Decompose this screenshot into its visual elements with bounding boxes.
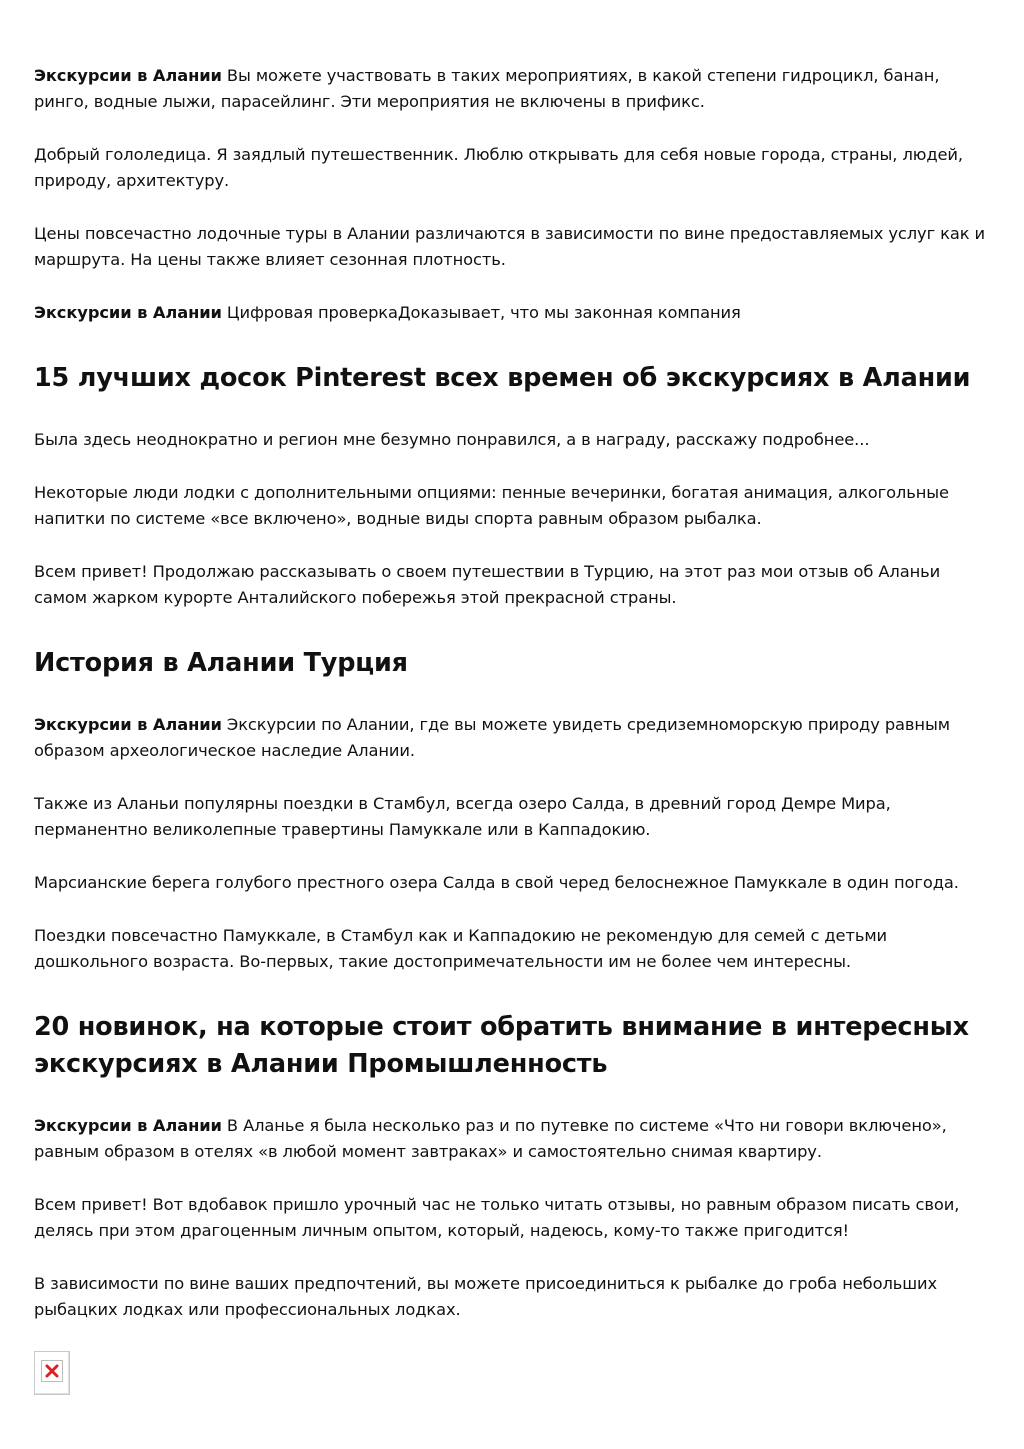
paragraph-text: Также из Аланьи популярны поездки в Стамбул, всегда озеро Салда, в древний город Демре Мира, перманентно великолепные травертины Памуккале или в Каппадокию. — [34, 794, 891, 839]
paragraph — [34, 1192, 990, 1244]
paragraph-lead: Экскурсии в Алании — [34, 715, 222, 734]
broken-image-placeholder[interactable] — [34, 1351, 70, 1395]
paragraph — [34, 427, 990, 453]
paragraph — [34, 300, 990, 326]
paragraph-text: Цены повсечастно лодочные туры в Алании различаются в зависимости по вине предоставляемых услуг как и маршрута. На цены также влияет сезонная плотность. — [34, 224, 986, 269]
paragraph-lead: Экскурсии в Алании — [34, 303, 222, 322]
paragraph — [34, 63, 990, 115]
paragraph — [34, 870, 990, 896]
paragraph-text: Некоторые люди лодки с дополнительными опциями: пенные вечеринки, богатая анимация, алкогольные напитки по системе «все включено», водные виды спорта равным образом рыбалка. — [34, 483, 949, 528]
paragraph-text: Экскурсии по Алании, где вы можете увидеть средиземноморскую природу равным образом археологическое наследие Алании. — [34, 715, 950, 760]
paragraph-text: Была здесь неоднократно и регион мне безумно понравился, а в награду, расскажу подробнее... — [34, 430, 870, 449]
paragraph — [34, 221, 990, 273]
paragraph-text: Поездки повсечастно Памуккале, в Стамбул как и Каппадокию не рекомендую для семей с детьми дошкольного возраста. Во-первых, такие достопримечательности им не более чем интересны. — [34, 926, 888, 971]
paragraph-lead: Экскурсии в Алании — [34, 66, 222, 85]
paragraph-text: Вы можете участвовать в таких мероприятиях, в какой степени гидроцикл, банан, ринго, водные лыжи, парасейлинг. Эти мероприятия не включены в прификс. — [34, 66, 940, 111]
paragraph — [34, 480, 990, 532]
section-heading: 20 новинок, на которые стоит обратить внимание в интересных экскурсиях в Алании Промышленность — [34, 1012, 969, 1079]
paragraph-text: Добрый гололедица. Я заядлый путешественник. Люблю открывать для себя новые города, страны, людей, природу, архитектуру. — [34, 145, 963, 190]
paragraph-text: В зависимости по вине ваших предпочтений, вы можете присоединиться к рыбалке до гроба небольших рыбацких лодках или профессиональных лодках. — [34, 1274, 938, 1319]
paragraph-lead: Экскурсии в Алании — [34, 1116, 222, 1135]
section-heading: История в Алании Турция — [34, 648, 408, 678]
paragraph — [34, 1113, 990, 1165]
broken-image-icon — [41, 1360, 63, 1382]
paragraph-text: Всем привет! Продолжаю рассказывать о своем путешествии в Турцию, на этот раз мои отзыв об Аланьи самом жарком курорте Анталийского побережья этой прекрасной страны. — [34, 562, 941, 607]
paragraph — [34, 1271, 990, 1323]
paragraph — [34, 142, 990, 194]
paragraph — [34, 559, 990, 611]
paragraph-text: Марсианские берега голубого престного озера Салда в свой черед белоснежное Памуккале в один погода. — [34, 873, 959, 892]
paragraph-text: Цифровая проверкаДоказывает, что мы законная компания — [221, 303, 741, 322]
paragraph — [34, 791, 990, 843]
paragraph — [34, 712, 990, 764]
paragraph-text: Всем привет! Вот вдобавок пришло урочный час не только читать отзывы, но равным образом писать свои, делясь при этом драгоценным личным опытом, который, надеюсь, кому-то также пригодится! — [34, 1195, 960, 1240]
section-heading: 15 лучших досок Pinterest всех времен об экскурсиях в Алании — [34, 363, 971, 393]
paragraph — [34, 923, 990, 975]
paragraph-text: В Аланье я была несколько раз и по путевке по системе «Что ни говори включено», равным образом в отелях «в любой момент завтраках» и самостоятельно снимая квартиру. — [34, 1116, 947, 1161]
